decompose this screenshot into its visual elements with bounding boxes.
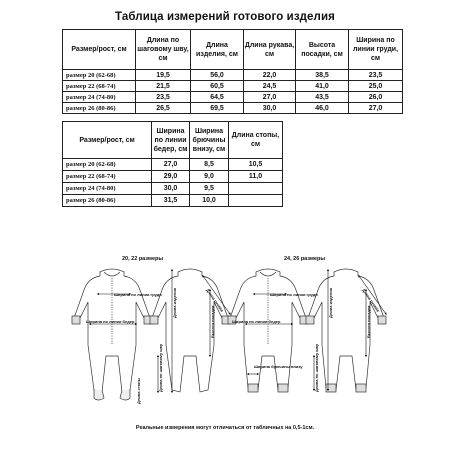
chest-width-label: Ширина по линии груди xyxy=(114,292,162,297)
value-cell: 60,5 xyxy=(191,81,244,92)
value-cell: 22,0 xyxy=(244,70,296,81)
value-cell: 43,5 xyxy=(296,92,349,103)
column-header: Длина рукава, см xyxy=(244,30,296,70)
column-header: Ширина по линии бедер, см xyxy=(152,122,190,159)
value-cell: 41,0 xyxy=(296,81,349,92)
size-cell: размер 26 (80-86) xyxy=(63,195,152,207)
inseam-length-label: Длина по шаговому шву xyxy=(158,343,163,392)
sleeve-length-label: Длина рукава xyxy=(205,287,225,313)
column-header: Длина изделия, см xyxy=(191,30,244,70)
value-cell: 10,0 xyxy=(190,195,229,207)
right-diagram-label: 24, 26 размеры xyxy=(284,256,326,262)
column-header: Длина стопы, см xyxy=(229,122,283,159)
column-header: Ширина по линии груди, см xyxy=(349,30,403,70)
value-cell: 11,0 xyxy=(229,171,283,183)
size-cell: размер 24 (74-80) xyxy=(63,183,152,195)
value-cell: 29,0 xyxy=(152,171,190,183)
value-cell: 23,5 xyxy=(349,70,403,81)
page-title: Таблица измерений готового изделия xyxy=(115,11,335,23)
sleepsuit-with-feet-diagram xyxy=(72,256,230,400)
size-cell: размер 22 (68-74) xyxy=(63,81,136,92)
size-cell: размер 26 (80-86) xyxy=(63,103,136,114)
sleeve-length-label: Длина рукава xyxy=(361,287,381,313)
chest-width-label: Ширина по линии груди xyxy=(270,292,318,297)
column-header: Высота посадки, см xyxy=(296,30,349,70)
footnote: Реальные измерения могут отличаться от табличных на 0,5-1см. xyxy=(135,425,315,431)
product-length-label: Длина изделия xyxy=(328,287,333,318)
column-header: Размер/рост, см xyxy=(63,122,152,159)
value-cell: 38,5 xyxy=(296,70,349,81)
value-cell: 31,5 xyxy=(152,195,190,207)
value-cell: 9,5 xyxy=(190,183,229,195)
value-cell: 23,5 xyxy=(136,92,191,103)
hip-width-label: Ширина по линии бедер xyxy=(86,319,135,324)
value-cell: 27,0 xyxy=(152,159,190,171)
value-cell: 25,0 xyxy=(349,81,403,92)
size-cell: размер 20 (62-68) xyxy=(63,70,136,81)
value-cell: 27,0 xyxy=(244,92,296,103)
value-cell: 10,5 xyxy=(229,159,283,171)
value-cell: 56,0 xyxy=(191,70,244,81)
value-cell: 27,0 xyxy=(349,103,403,114)
value-cell: 46,0 xyxy=(296,103,349,114)
value-cell: 21,5 xyxy=(136,81,191,92)
value-cell: 64,5 xyxy=(191,92,244,103)
value-cell: 26,0 xyxy=(349,92,403,103)
column-header: Размер/рост, см xyxy=(63,30,136,70)
product-length-label: Длина изделия xyxy=(172,287,177,318)
size-cell: размер 24 (74-80) xyxy=(63,92,136,103)
leg-bottom-width-label: Ширина брючины внизу xyxy=(254,364,303,369)
left-diagram-label: 20, 22 размеры xyxy=(122,256,164,262)
size-cell: размер 20 (62-68) xyxy=(63,159,152,171)
value-cell: 69,5 xyxy=(191,103,244,114)
rise-height-label: Высота посадки xyxy=(366,305,371,338)
foot-length-label: Длина стопы xyxy=(136,377,141,404)
value-cell: 30,0 xyxy=(152,183,190,195)
hip-width-label: Ширина по линии бедер xyxy=(232,319,281,324)
size-cell: размер 22 (68-74) xyxy=(63,171,152,183)
value-cell: 24,5 xyxy=(244,81,296,92)
value-cell: 30,0 xyxy=(244,103,296,114)
column-header: Длина по шаговому шву, см xyxy=(136,30,191,70)
column-header: Ширина брючины внизу, см xyxy=(190,122,229,159)
value-cell: 19,5 xyxy=(136,70,191,81)
inseam-length-label: Длина по шаговому шву xyxy=(314,343,319,392)
value-cell: 26,5 xyxy=(136,103,191,114)
rise-height-label: Высота посадки xyxy=(210,305,215,338)
value-cell: 9,0 xyxy=(190,171,229,183)
value-cell: 8,5 xyxy=(190,159,229,171)
